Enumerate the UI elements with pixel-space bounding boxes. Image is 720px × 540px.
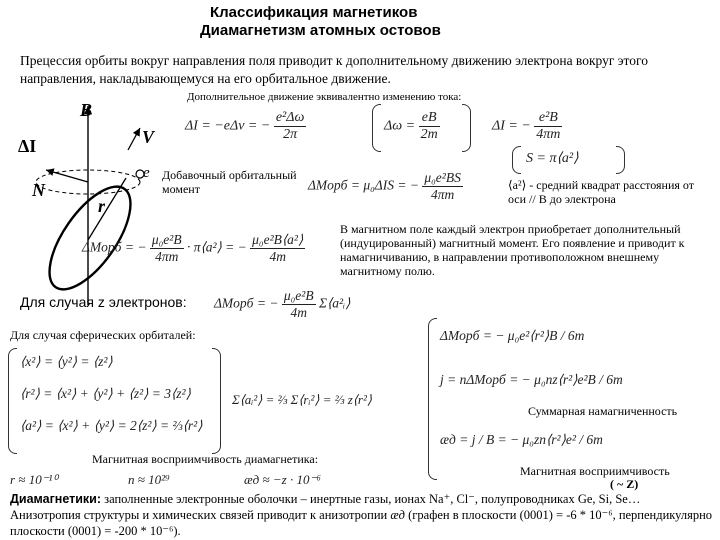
page-title: Классификация магнетиков bbox=[210, 4, 418, 21]
formula-S: S = π⟨a²⟩ bbox=[526, 151, 579, 166]
formula-dM2: ΔMорб = − $\frac{\text{μ₀e²B}}{4\pi m}$ · π⟨a²⟩ = − $\frac{\text{μ₀e²B⟨a²⟩}}{4m}$ bbox=[82, 232, 304, 264]
spherical-label: Для случая сферических орбиталей: bbox=[10, 328, 196, 342]
label-dI: ΔI bbox=[18, 136, 37, 156]
formula-domega: Δω = $\frac{eB}{2m}$ bbox=[384, 110, 438, 142]
result-chi: æд = j / B = − μ₀zn⟨r²⟩e² / 6m bbox=[440, 432, 603, 447]
label-e: e bbox=[143, 165, 150, 181]
n-approx: n ≈ 10²⁹ bbox=[128, 472, 170, 487]
label-B: B bbox=[80, 100, 93, 120]
total-magnetization-label: Суммарная намагниченность bbox=[528, 404, 678, 418]
current-caption: Дополнительное движение эквивалентно изменению тока: bbox=[187, 91, 462, 103]
spherical-eq-2: ⟨r²⟩ = ⟨x²⟩ + ⟨y²⟩ + ⟨z²⟩ = 3⟨z²⟩ bbox=[20, 386, 191, 401]
intro-paragraph: Прецессия орбиты вокруг направления поля приводит к дополнительному движению электрона вокруг этого направления, накладывающемуся на его орбитальное движение. bbox=[20, 53, 648, 86]
chi-approx: æд ≈ −z · 10⁻⁶ bbox=[244, 472, 321, 487]
susceptibility-label-right: Магнитная восприимчивость bbox=[520, 464, 670, 478]
a2-description: ⟨a²⟩ - средний квадрат расстояния от оси // B до электрона bbox=[508, 178, 694, 206]
formula-dI2: ΔI = − $\frac{\text{e²B}}{4\pi m}$ bbox=[492, 110, 561, 142]
label-r: r bbox=[98, 196, 106, 216]
page-subtitle: Диамагнетизм атомных остовов bbox=[200, 22, 441, 39]
field-description: В магнитном поле каждый электрон приобретает дополнительный (индуцированный) магнитный момент. Его появление и приводит к намагничиванию, в направлении противоположном внешнему магнитному полю. bbox=[340, 222, 685, 278]
diamagnetics-paragraph: Диамагнетики: заполненные электронные оболочки – инертные газы, ионах Na⁺, Cl⁻, полупроводниках Ge, Si, Se… Анизотропия структуры и химических связей приводит к анизотропии æд (графен в плоскости (0001) = -6 * 10⁻⁶, перпендикулярно плоскости (0001) = -200 * 10⁻⁶). bbox=[10, 492, 713, 538]
spherical-eq-1: ⟨x²⟩ = ⟨y²⟩ = ⟨z²⟩ bbox=[20, 354, 113, 369]
spherical-sum: Σ⟨aᵢ²⟩ = ⅔ Σ⟨rᵢ²⟩ = ⅔ z⟨r²⟩ bbox=[232, 392, 372, 407]
formula-dI: ΔI = −eΔν = − $\frac{\text{e²Δω}}{2\pi}$ bbox=[185, 110, 305, 142]
z-electrons-label: Для случая z электронов: bbox=[20, 294, 187, 310]
susceptibility-label: Магнитная восприимчивость диамагнетика: bbox=[92, 452, 319, 466]
orbital-moment-label: Добавочный орбитальный момент bbox=[162, 168, 297, 196]
formula-dMz: ΔMорб = − $\frac{\text{μ₀e²B}}{4m}$ Σ⟨a²ᵢ⟩ bbox=[214, 288, 351, 320]
label-N: N bbox=[32, 180, 45, 200]
label-V: V bbox=[142, 127, 155, 147]
result-j: j = nΔMорб = − μ₀nz⟨r²⟩e²B / 6m bbox=[440, 372, 623, 387]
r-approx: r ≈ 10⁻¹⁰ bbox=[10, 472, 58, 487]
result-dM: ΔMорб = − μ₀e²⟨r²⟩B / 6m bbox=[440, 328, 585, 343]
diamagnetics-heading: Диамагнетики: bbox=[10, 492, 102, 506]
spherical-eq-3: ⟨a²⟩ = ⟨x²⟩ + ⟨y²⟩ = 2⟨z²⟩ = ⅔⟨r²⟩ bbox=[20, 418, 203, 433]
susceptibility-order: ( ~ Z) bbox=[610, 477, 639, 491]
formula-dM: ΔMорб = μ₀ΔIS = − $\frac{\text{μ₀e²BS}}{4\pi m}$ bbox=[308, 170, 461, 202]
